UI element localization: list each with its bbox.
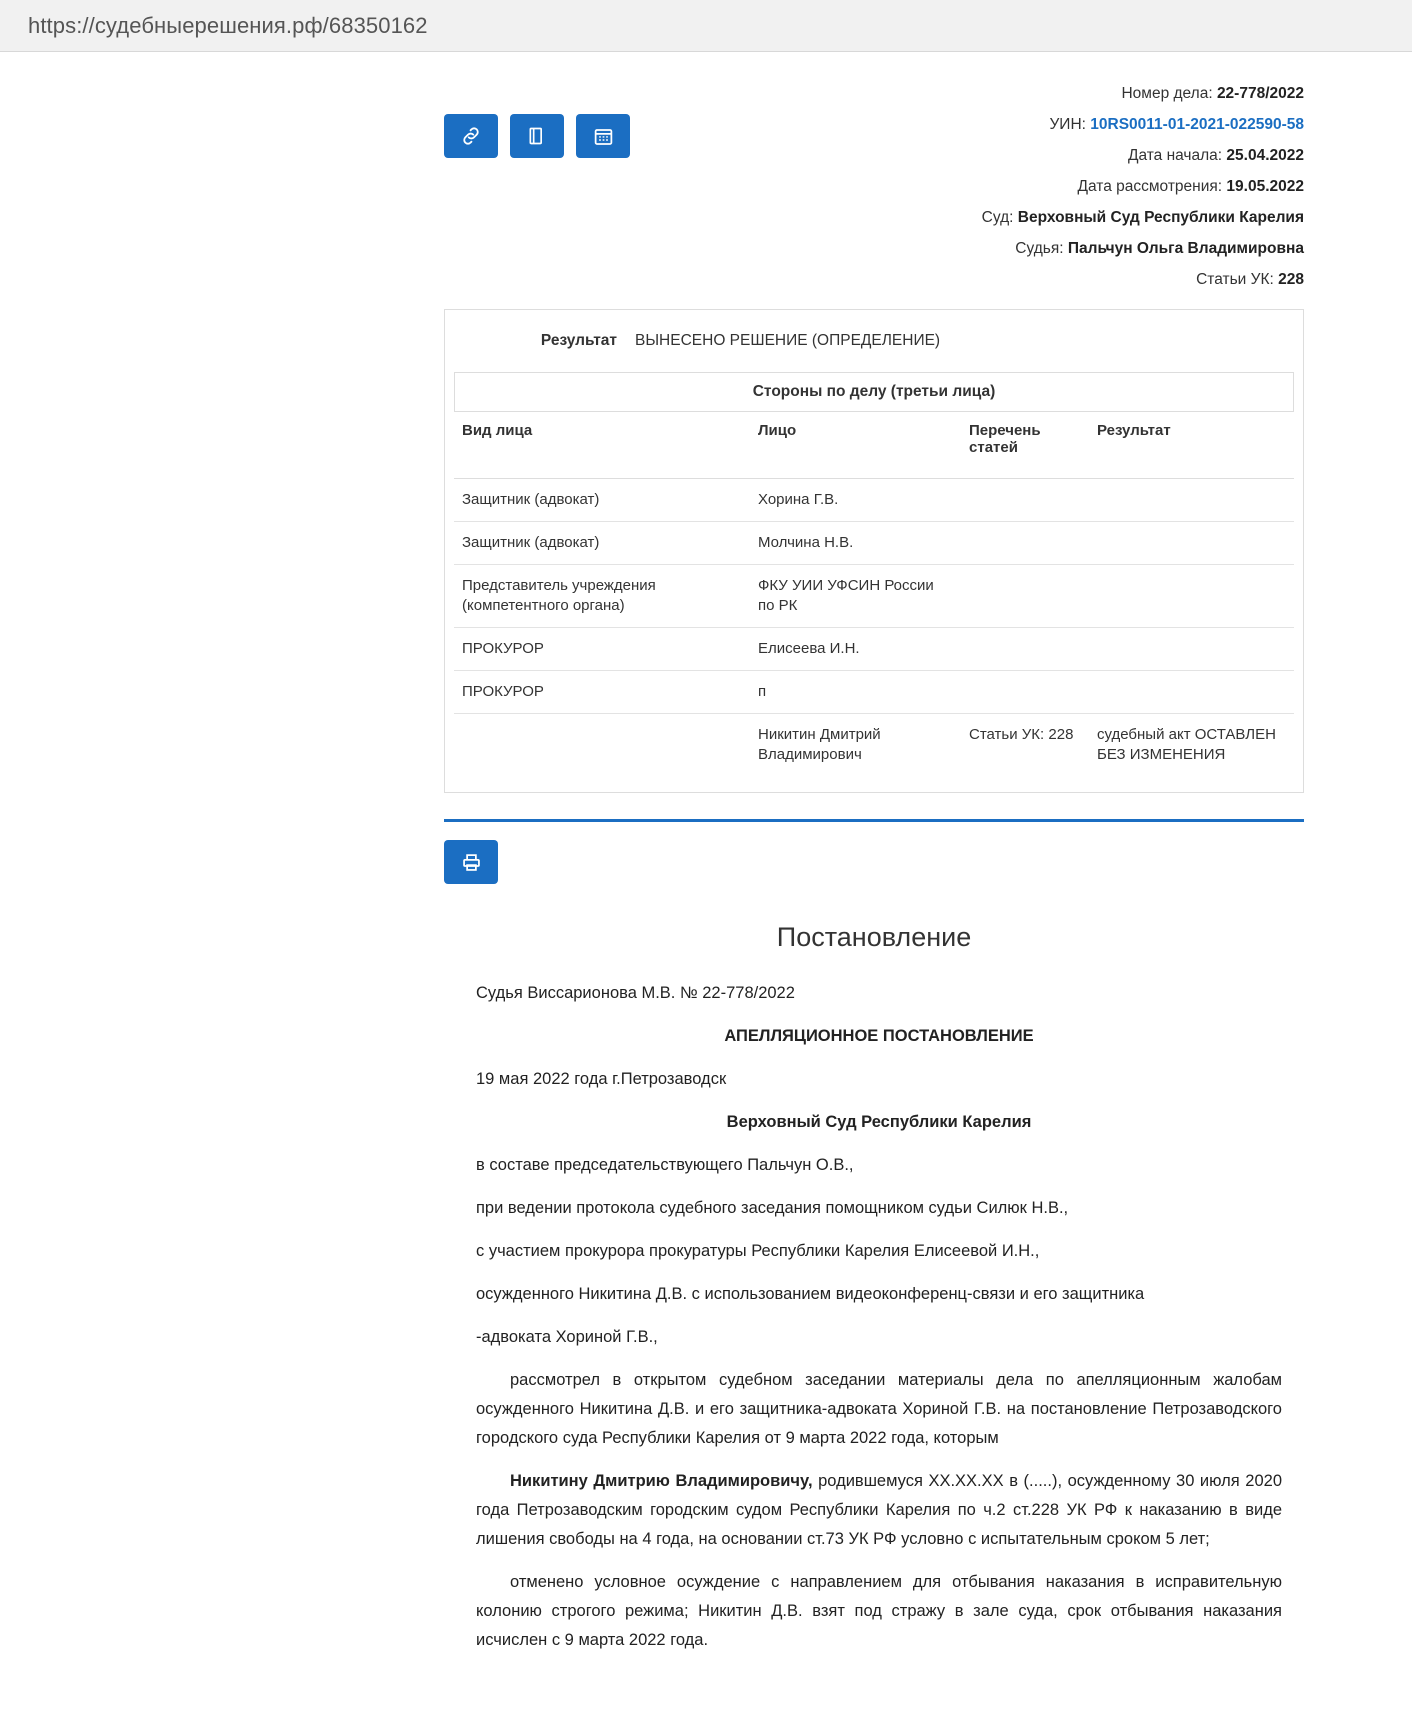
doc-prosecutor: с участием прокурора прокуратуры Республики Карелия Елисеевой И.Н., xyxy=(476,1242,1040,1260)
doc-advocate: -адвоката Хориной Г.В., xyxy=(476,1328,658,1346)
cell-articles: Статьи УК: 228 xyxy=(969,726,1074,743)
doc-defendant-name: Никитину Дмитрию Владимировичу, xyxy=(510,1472,813,1490)
meta-court xyxy=(444,202,1304,233)
parties-col-result: Результат xyxy=(1089,412,1294,479)
meta-judge-label: Судья: xyxy=(1015,240,1064,257)
cell-person: п xyxy=(750,671,961,714)
cell-result: судебный акт ОСТАВЛЕН БЕЗ ИЗМЕНЕНИЯ xyxy=(1097,726,1276,763)
decision-text xyxy=(444,979,1304,1709)
meta-case-number-label: Номер дела: xyxy=(1121,85,1213,102)
doc-composition: в составе председательствующего Пальчун О.В., xyxy=(476,1156,854,1174)
cell-articles xyxy=(961,565,1089,628)
cell-result xyxy=(1089,628,1294,671)
meta-judge-value: Пальчун Ольга Владимировна xyxy=(1067,240,1304,257)
cell-person: Елисеева И.Н. xyxy=(750,628,961,671)
parties-caption: Стороны по делу (третьи лица) xyxy=(454,372,1294,411)
cell-kind: Защитник (адвокат) xyxy=(454,479,750,522)
cell-articles xyxy=(961,479,1089,522)
parties-header-row xyxy=(454,412,1294,479)
table-row xyxy=(454,714,1294,777)
table-row xyxy=(454,479,1294,522)
cell-kind: ПРОКУРОР xyxy=(454,671,750,714)
meta-articles-label: Статьи УК: xyxy=(1196,271,1274,288)
cell-kind xyxy=(454,714,750,777)
print-toolbar xyxy=(444,840,1412,884)
case-meta xyxy=(444,66,1304,295)
cell-articles xyxy=(961,522,1089,565)
cell-person: Хорина Г.В. xyxy=(750,479,961,522)
meta-judge xyxy=(444,233,1304,264)
doc-cancellation-paragraph: отменено условное осуждение с направлением для отбывания наказания в исправительную колонию строгого режима; Никитин Д.В. взят под стражу в зале суда, срок отбывания наказания исчислен с 9 марта 2022 года. xyxy=(476,1573,1282,1649)
page-title: Постановление xyxy=(776,922,972,952)
doc-considered: рассмотрел в открытом судебном заседании материалы дела по апелляционным жалобам осужденного Никитина Д.В. и его защитника-адвоката Хориной Г.В. на постановление Петрозаводского городского суда Республики Карелия от 9 марта 2022 года, которым xyxy=(476,1371,1282,1447)
parties-col-articles: Перечень статей xyxy=(961,412,1089,479)
meta-review-date-value: 19.05.2022 xyxy=(1226,178,1304,195)
cell-kind: Защитник (адвокат) xyxy=(454,522,750,565)
meta-review-date xyxy=(444,171,1304,202)
section-divider xyxy=(444,819,1304,822)
decision-document xyxy=(444,922,1304,1709)
doc-judge-line: Судья Виссарионова М.В. № 22-778/2022 xyxy=(476,984,795,1002)
meta-uin xyxy=(444,109,1304,140)
parties-table xyxy=(454,372,1294,776)
browser-url-bar[interactable] xyxy=(0,0,1412,52)
printer-icon xyxy=(461,852,482,873)
meta-uin-value[interactable]: 10RS0011-01-2021-022590-58 xyxy=(1090,116,1304,133)
table-row xyxy=(454,522,1294,565)
doc-defendant-rest: родившемуся XX.XX.XX в (.....), осужденному 30 июля 2020 года Петрозаводским городским судом Республики Карелия по ч.2 ст.228 УК РФ к наказанию в виде лишения свободы на 4 года, на основании ст.73 УК РФ условно с испытательным сроком 5 лет; xyxy=(476,1472,1282,1548)
meta-start-date-value: 25.04.2022 xyxy=(1226,147,1304,164)
print-button[interactable] xyxy=(444,840,498,884)
meta-articles xyxy=(444,264,1304,295)
meta-review-date-label: Дата рассмотрения: xyxy=(1077,178,1223,195)
meta-case-number-value: 22-778/2022 xyxy=(1216,85,1304,102)
cell-articles xyxy=(961,671,1089,714)
url-text: https://судебныерешения.рф/68350162 xyxy=(28,12,428,38)
doc-heading: АПЕЛЛЯЦИОННОЕ ПОСТАНОВЛЕНИЕ xyxy=(724,1027,1034,1045)
table-row xyxy=(454,671,1294,714)
table-row xyxy=(454,565,1294,628)
meta-case-number xyxy=(444,78,1304,109)
case-content xyxy=(444,66,1304,822)
table-row xyxy=(454,628,1294,671)
cell-person: Никитин Дмитрий Владимирович xyxy=(758,726,881,763)
result-value: ВЫНЕСЕНО РЕШЕНИЕ (ОПРЕДЕЛЕНИЕ) xyxy=(635,332,941,349)
meta-articles-value: 228 xyxy=(1278,271,1304,288)
cell-kind: ПРОКУРОР xyxy=(454,628,750,671)
cell-result xyxy=(1089,671,1294,714)
result-row xyxy=(445,310,1303,372)
doc-defendant-paragraph xyxy=(476,1467,1282,1554)
meta-uin-label: УИН: xyxy=(1049,116,1086,133)
cell-articles xyxy=(961,628,1089,671)
cell-person: ФКУ УИИ УФСИН России по РК xyxy=(750,565,961,628)
cell-result xyxy=(1089,479,1294,522)
meta-court-label: Суд: xyxy=(981,209,1014,226)
cell-result xyxy=(1089,522,1294,565)
doc-court-name: Верховный Суд Республики Карелия xyxy=(726,1113,1032,1131)
meta-court-value: Верховный Суд Республики Карелия xyxy=(1017,209,1304,226)
meta-start-date-label: Дата начала: xyxy=(1127,147,1223,164)
page-body xyxy=(0,52,1412,1709)
doc-convicted: осужденного Никитина Д.В. с использованием видеоконференц-связи и его защитника xyxy=(476,1285,1145,1303)
result-label: Результат xyxy=(540,332,617,349)
meta-start-date xyxy=(444,140,1304,171)
cell-result xyxy=(1089,565,1294,628)
case-summary-box xyxy=(444,309,1304,793)
parties-col-person: Лицо xyxy=(750,412,961,479)
cell-person: Молчина Н.В. xyxy=(750,522,961,565)
doc-protocol: при ведении протокола судебного заседания помощником судьи Силюк Н.В., xyxy=(476,1199,1069,1217)
doc-date-place: 19 мая 2022 года г.Петрозаводск xyxy=(476,1070,727,1088)
cell-kind: Представитель учреждения (компетентного органа) xyxy=(454,565,750,628)
parties-col-kind: Вид лица xyxy=(454,412,750,479)
